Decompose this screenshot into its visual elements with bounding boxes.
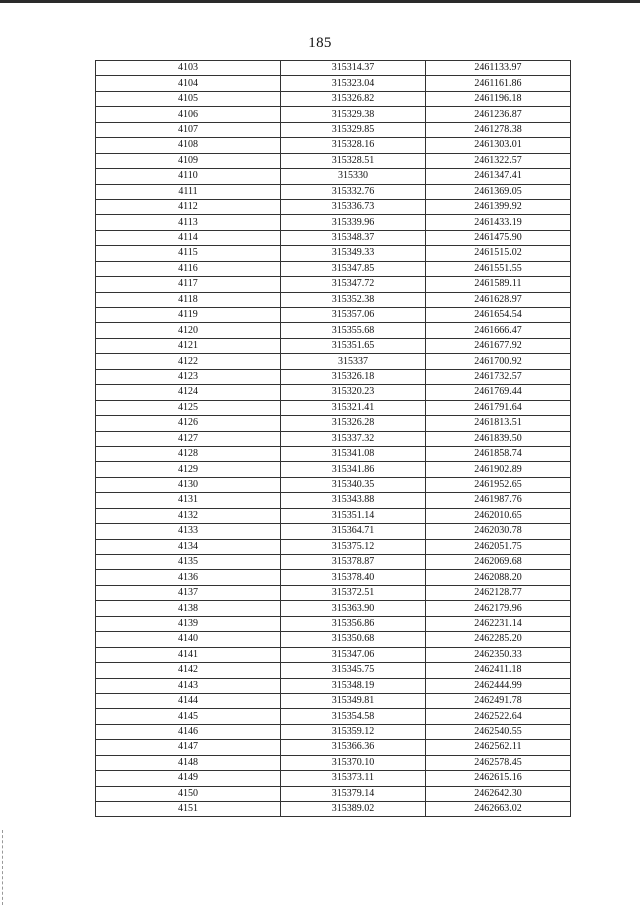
x-coordinate-cell: 315373.11 bbox=[281, 771, 426, 786]
x-coordinate-cell: 315351.14 bbox=[281, 508, 426, 523]
table-row bbox=[96, 385, 571, 400]
x-coordinate-cell: 315357.06 bbox=[281, 308, 426, 323]
table-row bbox=[96, 76, 571, 91]
y-coordinate-cell: 2462522.64 bbox=[426, 709, 571, 724]
point-id-cell: 4107 bbox=[96, 122, 281, 137]
table-row bbox=[96, 416, 571, 431]
point-id-cell: 4110 bbox=[96, 169, 281, 184]
y-coordinate-cell: 2462128.77 bbox=[426, 585, 571, 600]
table-row bbox=[96, 184, 571, 199]
point-id-cell: 4129 bbox=[96, 462, 281, 477]
y-coordinate-cell: 2461515.02 bbox=[426, 246, 571, 261]
point-id-cell: 4133 bbox=[96, 524, 281, 539]
point-id-cell: 4108 bbox=[96, 138, 281, 153]
y-coordinate-cell: 2462231.14 bbox=[426, 616, 571, 631]
table-row bbox=[96, 277, 571, 292]
point-id-cell: 4134 bbox=[96, 539, 281, 554]
y-coordinate-cell: 2462444.99 bbox=[426, 678, 571, 693]
point-id-cell: 4136 bbox=[96, 570, 281, 585]
table-row bbox=[96, 169, 571, 184]
x-coordinate-cell: 315328.51 bbox=[281, 153, 426, 168]
table-row bbox=[96, 508, 571, 523]
point-id-cell: 4118 bbox=[96, 292, 281, 307]
x-coordinate-cell: 315321.41 bbox=[281, 400, 426, 415]
x-coordinate-cell: 315326.18 bbox=[281, 369, 426, 384]
point-id-cell: 4135 bbox=[96, 555, 281, 570]
y-coordinate-cell: 2462615.16 bbox=[426, 771, 571, 786]
point-id-cell: 4113 bbox=[96, 215, 281, 230]
y-coordinate-cell: 2461322.57 bbox=[426, 153, 571, 168]
x-coordinate-cell: 315354.58 bbox=[281, 709, 426, 724]
x-coordinate-cell: 315329.85 bbox=[281, 122, 426, 137]
x-coordinate-cell: 315339.96 bbox=[281, 215, 426, 230]
table-row bbox=[96, 323, 571, 338]
point-id-cell: 4150 bbox=[96, 786, 281, 801]
point-id-cell: 4105 bbox=[96, 91, 281, 106]
scan-top-border bbox=[0, 0, 640, 3]
x-coordinate-cell: 315379.14 bbox=[281, 786, 426, 801]
y-coordinate-cell: 2461732.57 bbox=[426, 369, 571, 384]
table-row bbox=[96, 771, 571, 786]
table-row bbox=[96, 292, 571, 307]
y-coordinate-cell: 2462179.96 bbox=[426, 601, 571, 616]
point-id-cell: 4137 bbox=[96, 585, 281, 600]
x-coordinate-cell: 315366.36 bbox=[281, 740, 426, 755]
point-id-cell: 4138 bbox=[96, 601, 281, 616]
x-coordinate-cell: 315370.10 bbox=[281, 755, 426, 770]
y-coordinate-cell: 2461303.01 bbox=[426, 138, 571, 153]
x-coordinate-cell: 315341.08 bbox=[281, 446, 426, 461]
point-id-cell: 4116 bbox=[96, 261, 281, 276]
point-id-cell: 4149 bbox=[96, 771, 281, 786]
table-row bbox=[96, 338, 571, 353]
point-id-cell: 4104 bbox=[96, 76, 281, 91]
point-id-cell: 4121 bbox=[96, 338, 281, 353]
scan-edge-mark bbox=[2, 830, 4, 905]
y-coordinate-cell: 2462642.30 bbox=[426, 786, 571, 801]
table-row bbox=[96, 539, 571, 554]
point-id-cell: 4111 bbox=[96, 184, 281, 199]
y-coordinate-cell: 2461700.92 bbox=[426, 354, 571, 369]
x-coordinate-cell: 315337.32 bbox=[281, 431, 426, 446]
y-coordinate-cell: 2462088.20 bbox=[426, 570, 571, 585]
y-coordinate-cell: 2461666.47 bbox=[426, 323, 571, 338]
point-id-cell: 4125 bbox=[96, 400, 281, 415]
table-row bbox=[96, 663, 571, 678]
point-id-cell: 4147 bbox=[96, 740, 281, 755]
y-coordinate-cell: 2461433.19 bbox=[426, 215, 571, 230]
point-id-cell: 4112 bbox=[96, 199, 281, 214]
y-coordinate-cell: 2461791.64 bbox=[426, 400, 571, 415]
point-id-cell: 4146 bbox=[96, 724, 281, 739]
y-coordinate-cell: 2462069.68 bbox=[426, 555, 571, 570]
point-id-cell: 4151 bbox=[96, 802, 281, 817]
x-coordinate-cell: 315326.82 bbox=[281, 91, 426, 106]
table-row bbox=[96, 91, 571, 106]
x-coordinate-cell: 315348.37 bbox=[281, 230, 426, 245]
table-row bbox=[96, 462, 571, 477]
point-id-cell: 4140 bbox=[96, 632, 281, 647]
y-coordinate-cell: 2461161.86 bbox=[426, 76, 571, 91]
y-coordinate-cell: 2461839.50 bbox=[426, 431, 571, 446]
y-coordinate-cell: 2461654.54 bbox=[426, 308, 571, 323]
x-coordinate-cell: 315351.65 bbox=[281, 338, 426, 353]
x-coordinate-cell: 315359.12 bbox=[281, 724, 426, 739]
x-coordinate-cell: 315347.85 bbox=[281, 261, 426, 276]
y-coordinate-cell: 2461278.38 bbox=[426, 122, 571, 137]
y-coordinate-cell: 2461952.65 bbox=[426, 477, 571, 492]
x-coordinate-cell: 315329.38 bbox=[281, 107, 426, 122]
page-number: 185 bbox=[308, 35, 332, 51]
y-coordinate-cell: 2462010.65 bbox=[426, 508, 571, 523]
x-coordinate-cell: 315356.86 bbox=[281, 616, 426, 631]
x-coordinate-cell: 315320.23 bbox=[281, 385, 426, 400]
point-id-cell: 4131 bbox=[96, 493, 281, 508]
table-row bbox=[96, 740, 571, 755]
table-row bbox=[96, 446, 571, 461]
point-id-cell: 4127 bbox=[96, 431, 281, 446]
y-coordinate-cell: 2462411.18 bbox=[426, 663, 571, 678]
table-row bbox=[96, 400, 571, 415]
y-coordinate-cell: 2462491.78 bbox=[426, 693, 571, 708]
point-id-cell: 4115 bbox=[96, 246, 281, 261]
y-coordinate-cell: 2461813.51 bbox=[426, 416, 571, 431]
x-coordinate-cell: 315349.81 bbox=[281, 693, 426, 708]
point-id-cell: 4123 bbox=[96, 369, 281, 384]
point-id-cell: 4114 bbox=[96, 230, 281, 245]
point-id-cell: 4132 bbox=[96, 508, 281, 523]
table-row bbox=[96, 524, 571, 539]
point-id-cell: 4124 bbox=[96, 385, 281, 400]
y-coordinate-cell: 2462285.20 bbox=[426, 632, 571, 647]
table-row bbox=[96, 555, 571, 570]
x-coordinate-cell: 315328.16 bbox=[281, 138, 426, 153]
table-row bbox=[96, 61, 571, 76]
point-id-cell: 4119 bbox=[96, 308, 281, 323]
coordinate-table-body bbox=[96, 61, 571, 817]
x-coordinate-cell: 315332.76 bbox=[281, 184, 426, 199]
table-row bbox=[96, 786, 571, 801]
y-coordinate-cell: 2462562.11 bbox=[426, 740, 571, 755]
y-coordinate-cell: 2461902.89 bbox=[426, 462, 571, 477]
table-row bbox=[96, 632, 571, 647]
x-coordinate-cell: 315363.90 bbox=[281, 601, 426, 616]
x-coordinate-cell: 315343.88 bbox=[281, 493, 426, 508]
y-coordinate-cell: 2461196.18 bbox=[426, 91, 571, 106]
table-row bbox=[96, 477, 571, 492]
table-row bbox=[96, 354, 571, 369]
y-coordinate-cell: 2461551.55 bbox=[426, 261, 571, 276]
point-id-cell: 4145 bbox=[96, 709, 281, 724]
x-coordinate-cell: 315314.37 bbox=[281, 61, 426, 76]
table-row bbox=[96, 107, 571, 122]
y-coordinate-cell: 2462663.02 bbox=[426, 802, 571, 817]
x-coordinate-cell: 315341.86 bbox=[281, 462, 426, 477]
y-coordinate-cell: 2461133.97 bbox=[426, 61, 571, 76]
table-row bbox=[96, 153, 571, 168]
table-row bbox=[96, 230, 571, 245]
x-coordinate-cell: 315378.87 bbox=[281, 555, 426, 570]
point-id-cell: 4103 bbox=[96, 61, 281, 76]
y-coordinate-cell: 2462350.33 bbox=[426, 647, 571, 662]
table-row bbox=[96, 724, 571, 739]
coordinate-table bbox=[95, 60, 571, 817]
x-coordinate-cell: 315375.12 bbox=[281, 539, 426, 554]
y-coordinate-cell: 2461677.92 bbox=[426, 338, 571, 353]
point-id-cell: 4106 bbox=[96, 107, 281, 122]
x-coordinate-cell: 315348.19 bbox=[281, 678, 426, 693]
y-coordinate-cell: 2461858.74 bbox=[426, 446, 571, 461]
point-id-cell: 4139 bbox=[96, 616, 281, 631]
x-coordinate-cell: 315352.38 bbox=[281, 292, 426, 307]
table-row bbox=[96, 369, 571, 384]
table-row bbox=[96, 802, 571, 817]
point-id-cell: 4128 bbox=[96, 446, 281, 461]
point-id-cell: 4144 bbox=[96, 693, 281, 708]
x-coordinate-cell: 315345.75 bbox=[281, 663, 426, 678]
point-id-cell: 4141 bbox=[96, 647, 281, 662]
x-coordinate-cell: 315349.33 bbox=[281, 246, 426, 261]
x-coordinate-cell: 315330 bbox=[281, 169, 426, 184]
table-row bbox=[96, 570, 571, 585]
table-row bbox=[96, 755, 571, 770]
x-coordinate-cell: 315340.35 bbox=[281, 477, 426, 492]
y-coordinate-cell: 2462030.78 bbox=[426, 524, 571, 539]
y-coordinate-cell: 2461589.11 bbox=[426, 277, 571, 292]
table-row bbox=[96, 693, 571, 708]
point-id-cell: 4142 bbox=[96, 663, 281, 678]
y-coordinate-cell: 2461369.05 bbox=[426, 184, 571, 199]
point-id-cell: 4130 bbox=[96, 477, 281, 492]
x-coordinate-cell: 315389.02 bbox=[281, 802, 426, 817]
x-coordinate-cell: 315355.68 bbox=[281, 323, 426, 338]
point-id-cell: 4148 bbox=[96, 755, 281, 770]
table-row bbox=[96, 138, 571, 153]
y-coordinate-cell: 2462578.45 bbox=[426, 755, 571, 770]
x-coordinate-cell: 315347.72 bbox=[281, 277, 426, 292]
x-coordinate-cell: 315323.04 bbox=[281, 76, 426, 91]
table-row bbox=[96, 585, 571, 600]
y-coordinate-cell: 2461987.76 bbox=[426, 493, 571, 508]
point-id-cell: 4117 bbox=[96, 277, 281, 292]
point-id-cell: 4143 bbox=[96, 678, 281, 693]
table-row bbox=[96, 678, 571, 693]
y-coordinate-cell: 2462540.55 bbox=[426, 724, 571, 739]
point-id-cell: 4120 bbox=[96, 323, 281, 338]
table-row bbox=[96, 261, 571, 276]
table-row bbox=[96, 199, 571, 214]
table-row bbox=[96, 246, 571, 261]
y-coordinate-cell: 2461628.97 bbox=[426, 292, 571, 307]
y-coordinate-cell: 2461399.92 bbox=[426, 199, 571, 214]
y-coordinate-cell: 2461347.41 bbox=[426, 169, 571, 184]
y-coordinate-cell: 2461475.90 bbox=[426, 230, 571, 245]
x-coordinate-cell: 315364.71 bbox=[281, 524, 426, 539]
x-coordinate-cell: 315350.68 bbox=[281, 632, 426, 647]
table-row bbox=[96, 601, 571, 616]
table-row bbox=[96, 431, 571, 446]
x-coordinate-cell: 315326.28 bbox=[281, 416, 426, 431]
point-id-cell: 4122 bbox=[96, 354, 281, 369]
point-id-cell: 4109 bbox=[96, 153, 281, 168]
y-coordinate-cell: 2461769.44 bbox=[426, 385, 571, 400]
table-row bbox=[96, 122, 571, 137]
x-coordinate-cell: 315337 bbox=[281, 354, 426, 369]
table-row bbox=[96, 709, 571, 724]
x-coordinate-cell: 315378.40 bbox=[281, 570, 426, 585]
table-row bbox=[96, 308, 571, 323]
table-row bbox=[96, 616, 571, 631]
x-coordinate-cell: 315336.73 bbox=[281, 199, 426, 214]
x-coordinate-cell: 315347.06 bbox=[281, 647, 426, 662]
y-coordinate-cell: 2462051.75 bbox=[426, 539, 571, 554]
x-coordinate-cell: 315372.51 bbox=[281, 585, 426, 600]
table-row bbox=[96, 215, 571, 230]
table-row bbox=[96, 493, 571, 508]
table-row bbox=[96, 647, 571, 662]
point-id-cell: 4126 bbox=[96, 416, 281, 431]
y-coordinate-cell: 2461236.87 bbox=[426, 107, 571, 122]
